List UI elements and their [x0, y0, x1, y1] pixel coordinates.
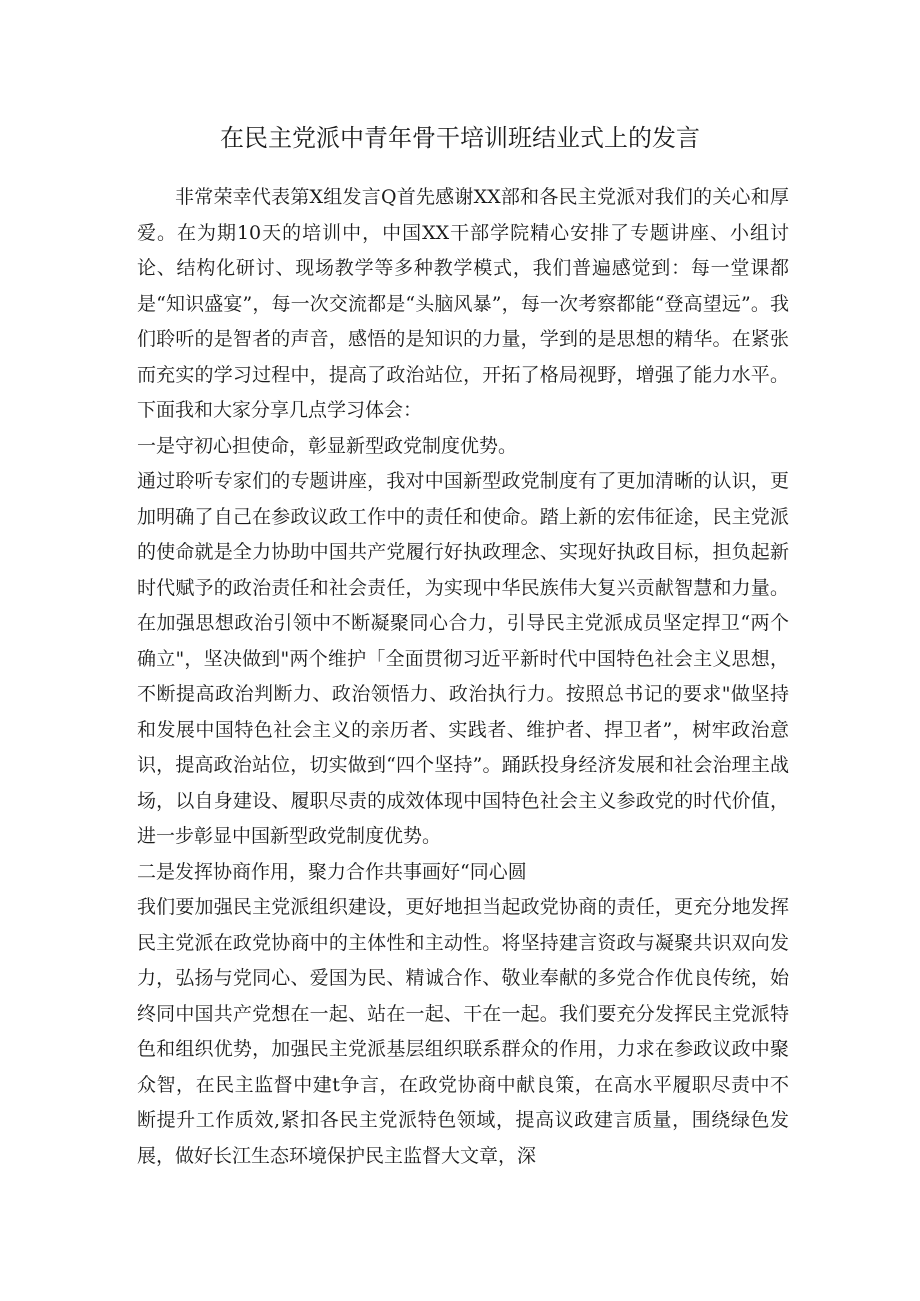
section-paragraph-2: 我们要加强民主党派组织建设，更好地担当起政党协商的责任，更充分地发挥民主党派在政党协商中的主体性和主动性。将坚持建言资政与凝聚共识双向发力，弘扬与党同心、爱国为民、精诚合作、敬业奉献的多党合作优良传统，始终同中国共产党想在一起、站在一起、干在一起。我们要充分发挥民主党派特色和组织优势，加强民主党派基层组织联系群众的作用，力求在参政议政中聚众智，在民主监督中建t争言，在政党协商中献良策，在高水平履职尽责中不断提升工作质效,紧扣各民主党派特色领域，提高议政建言质量，围绕绿色发展，做好长江生态环境保护民主监督大文章，深 — [137, 896, 789, 1167]
section-paragraph-1: 通过聆听专家们的专题讲座，我对中国新型政党制度有了更加清晰的认识，更加明确了自己在参政议政工作中的责任和使命。踏上新的宏伟征途，民主党派的使命就是全力协助中国共产党履行好执政理念、实现好执政目标，担负起新时代赋予的政治责任和社会责任，为实现中华民族伟大复兴贡献智慧和力量。在加强思想政治引领中不断凝聚同心合力，引导民主党派成员坚定捍卫“两个确立"，坚决做到"两个维护「全面贯彻习近平新时代中国特色社会主义思想，不断提高政治判断力、政治领悟力、政治执行力。按照总书记的要求"做坚持和发展中国特色社会主义的亲历者、实践者、维护者、捍卫者”，树牢政治意识，提高政治站位，切实做到“四个坚持”。踊跃投身经济发展和社会治理主战场，以自身建设、履职尽责的成效体现中国特色社会主义参政党的时代价值，进一步彰显中国新型政党制度优势。 — [137, 470, 789, 847]
section-heading-1: 一是守初心担使命，彰显新型政党制度优势。 — [137, 434, 518, 457]
document-body — [137, 180, 789, 1174]
intro-paragraph: 非常荣幸代表第X组发言Q首先感谢XX部和各民主党派对我们的关心和厚爱。在为期10天的培训中，中国XX干部学院精心安排了专题讲座、小组讨论、结构化研讨、现场教学等多种教学模式，我们普遍感觉到：每一堂课都是“知识盛宴”，每一次交流都是“头脑风暴”，每一次考察都能“登高望远”。我们聆听的是智者的声音，感悟的是知识的力量，学到的是思想的精华。在紧张而充实的学习过程中，提高了政治站位，开拓了格局视野，增强了能力水平。下面我和大家分享几点学习体会： — [137, 186, 789, 421]
section-heading-2: 二是发挥协商作用，聚力合作共事画好“同心圆 — [137, 860, 527, 883]
document-title: 在民主党派中青年骨干培训班结业式上的发言 — [220, 124, 700, 152]
